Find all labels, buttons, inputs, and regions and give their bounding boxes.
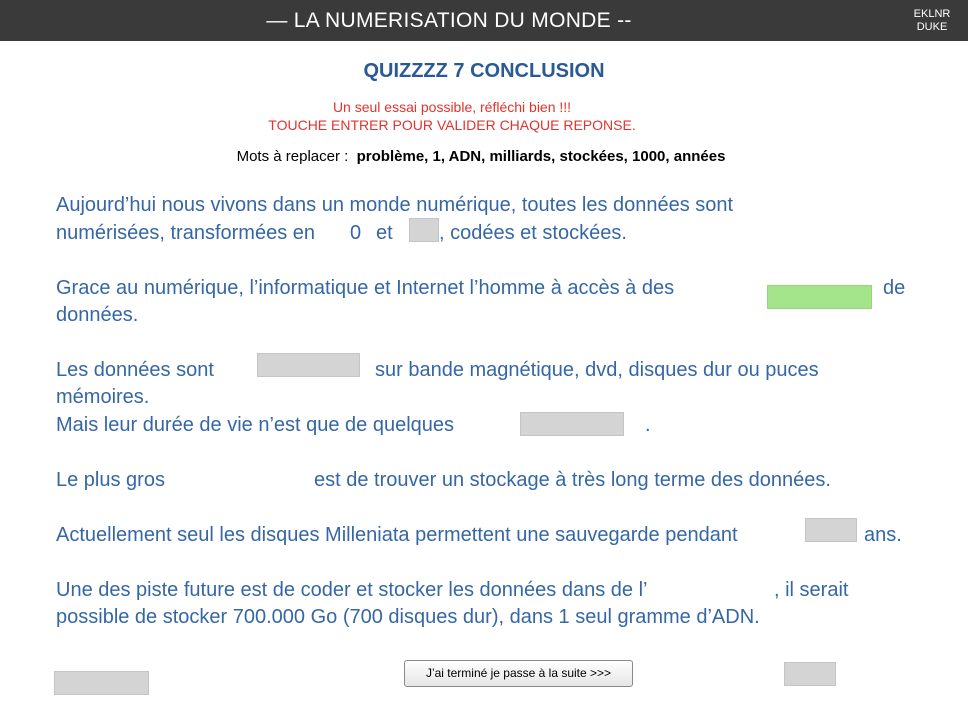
sentence-1a: Aujourd’hui nous vivons dans un monde numérique, toutes les données sont [56,194,734,216]
sentence-3a-start: Les données sont [56,359,214,381]
words-to-place [0,148,962,165]
words-label: Mots à replacer : [236,148,349,165]
sentence-6a-start: Une des piste future est de coder et stocker les données dans de l’ [56,579,648,601]
sentence-6a-end: , il serait [774,579,849,601]
answer-blank-dna[interactable] [714,575,772,599]
sentence-3c-end: . [645,414,651,436]
bottom-left-field[interactable] [54,671,149,695]
top-bar [0,0,968,41]
answer-blank-years[interactable] [520,412,624,436]
warning-press-enter: TOUCHE ENTRER POUR VALIDER CHAQUE REPONSE. [268,117,636,133]
sentence-5-start: Actuellement seul les disques Milleniata permettent une sauvegarde pendant [56,524,738,546]
page-header-title: — LA NUMERISATION DU MONDE -- [266,9,632,32]
next-button[interactable]: J’ai terminé je passe à la suite >>> [404,660,633,687]
bottom-right-field[interactable] [784,662,836,686]
sentence-3a-end: sur bande magnétique, dvd, disques dur ou puces [375,359,819,381]
sentence-1b-end: , codées et stockées. [439,222,627,244]
quiz-title: QUIZZZZ 7 CONCLUSION [363,60,605,82]
sentence-1b-start: numérisées, transformées en [56,222,316,244]
sentence-5-end: ans. [864,524,902,546]
corner-label [900,8,964,34]
warning-one-try: Un seul essai possible, réfléchi bien !!! [332,99,572,115]
sentence-3b: mémoires. [56,386,150,408]
sentence-1b-zero: 0 [350,222,362,244]
answer-blank-problem[interactable] [182,465,302,489]
sentence-4-start: Le plus gros [56,469,165,491]
sentence-2a-start: Grace au numérique, l’informatique et Internet l’homme à accès à des [56,277,675,299]
corner-label-line2: DUKE [916,21,948,33]
answer-blank-stored[interactable] [257,353,360,377]
sentence-6b: possible de stocker 700.000 Go (700 disques dur), dans 1 seul gramme d’ADN. [56,606,760,628]
sentence-4-end: est de trouver un stockage à très long terme des données. [314,469,831,491]
sentence-3c-start: Mais leur durée de vie n’est que de quelques [56,414,455,436]
words-list: problème, 1, ADN, milliards, stockées, 1000, années [356,148,726,165]
corner-label-line1: EKLNR [913,8,951,20]
sentence-2a-end: de [883,277,906,299]
answer-blank-digit[interactable] [409,218,439,242]
answer-blank-duration[interactable] [805,518,857,542]
sentence-2b: données. [56,304,139,326]
sentence-1b-et: et [376,222,393,244]
answer-blank-quantity[interactable] [767,285,872,309]
